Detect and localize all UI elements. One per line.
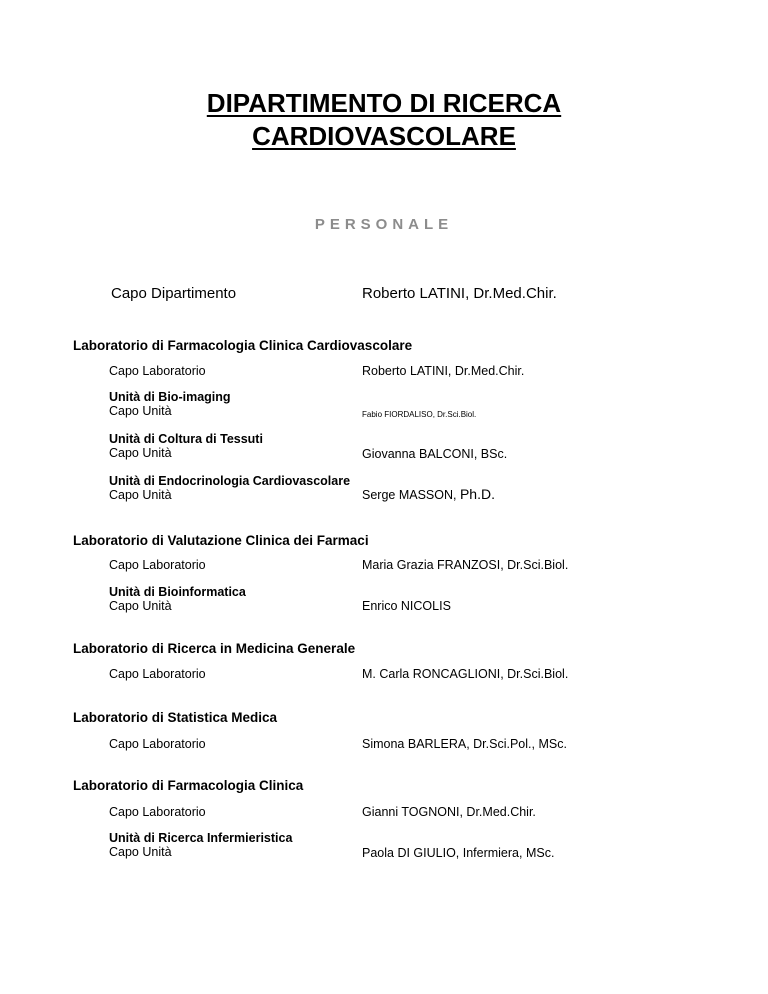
unit-head-role: Capo Unità xyxy=(109,488,172,502)
unit-head-name: Paola DI GIULIO, Infermiera, MSc. xyxy=(362,846,555,860)
lab-head-name: M. Carla RONCAGLIONI, Dr.Sci.Biol. xyxy=(362,667,569,681)
lab-title: Laboratorio di Farmacologia Clinica xyxy=(73,778,304,793)
department-head-name: Roberto LATINI, Dr.Med.Chir. xyxy=(362,285,557,302)
unit-head-role: Capo Unità xyxy=(109,599,172,613)
lab-head-role: Capo Laboratorio xyxy=(109,737,206,751)
lab-title: Laboratorio di Ricerca in Medicina Generale xyxy=(73,641,356,656)
unit-title: Unità di Endocrinologia Cardiovascolare xyxy=(109,474,351,488)
lab-head-name: Gianni TOGNONI, Dr.Med.Chir. xyxy=(362,805,536,819)
unit-title: Unità di Bioinformatica xyxy=(109,585,246,599)
unit-head-name: Enrico NICOLIS xyxy=(362,599,451,613)
lab-head-name: Simona BARLERA, Dr.Sci.Pol., MSc. xyxy=(362,737,567,751)
section-heading: PERSONALE xyxy=(314,216,454,233)
lab-title: Laboratorio di Statistica Medica xyxy=(73,710,278,725)
title-line-1: DIPARTIMENTO DI RICERCA xyxy=(206,88,562,118)
unit-head-role: Capo Unità xyxy=(109,446,172,460)
unit-head-role: Capo Unità xyxy=(109,845,172,859)
title-line-2: CARDIOVASCOLARE xyxy=(252,121,516,151)
lab-head-role: Capo Laboratorio xyxy=(109,667,206,681)
unit-head-name: Fabio FIORDALISO, Dr.Sci.Biol. xyxy=(362,410,477,419)
unit-head-name: Giovanna BALCONI, BSc. xyxy=(362,447,508,461)
lab-title: Laboratorio di Valutazione Clinica dei Farmaci xyxy=(73,533,369,548)
lab-head-role: Capo Laboratorio xyxy=(109,558,206,572)
lab-head-name: Roberto LATINI, Dr.Med.Chir. xyxy=(362,364,525,378)
lab-head-role: Capo Laboratorio xyxy=(109,805,206,819)
unit-head-name: Serge MASSON, Ph.D. xyxy=(362,486,495,502)
unit-title: Unità di Bio-imaging xyxy=(109,390,231,404)
unit-title: Unità di Ricerca Infermieristica xyxy=(109,831,293,845)
department-head-role: Capo Dipartimento xyxy=(111,285,237,302)
unit-head-role: Capo Unità xyxy=(109,404,172,418)
lab-title: Laboratorio di Farmacologia Clinica Cardiovascolare xyxy=(73,338,413,353)
page-title xyxy=(0,87,768,153)
unit-title: Unità di Coltura di Tessuti xyxy=(109,432,263,446)
lab-head-name: Maria Grazia FRANZOSI, Dr.Sci.Biol. xyxy=(362,558,569,572)
lab-head-role: Capo Laboratorio xyxy=(109,364,206,378)
